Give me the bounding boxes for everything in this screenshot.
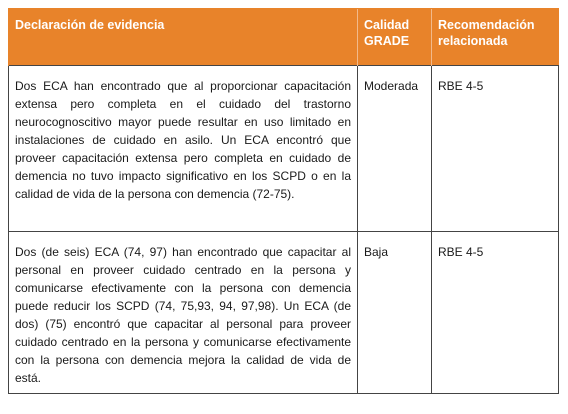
- grade-quality: Moderada: [358, 66, 432, 232]
- table-row: [9, 232, 559, 394]
- grade-quality: Baja: [358, 232, 432, 394]
- evidence-statement: Dos ECA han encontrado que al proporcionar capacitación extensa pero completa en el cuidado del trastorno neurocognoscitivo mayor puede resultar en uso limitado en instalaciones de cuidado en asilo. Un ECA encontró que proveer capacitación extensa pero completa en cuidado de demencia no tuvo impacto significativo en los SCPD o en la calidad de vida de la persona con demencia (72-75).: [9, 66, 358, 232]
- evidence-statement: Dos (de seis) ECA (74, 97) han encontrado que capacitar al personal en proveer cuidado centrado en la persona y comunicarse efectivamente con la persona con demencia puede reducir los SCPD (74, 75,93, 94, 97,98). Un ECA (de dos) (75) encontró que capacitar al personal para proveer cuidado centrado en la persona y comunicarse efectivamente con la persona con demencia mejora la calidad de vida de está.: [9, 232, 358, 394]
- table-header-row: [9, 9, 559, 66]
- header-statement: Declaración de evidencia: [9, 9, 358, 66]
- related-recommendation: RBE 4-5: [432, 232, 559, 394]
- header-recommendation: Recomendación relacionada: [432, 9, 559, 66]
- related-recommendation: RBE 4-5: [432, 66, 559, 232]
- header-grade: Calidad GRADE: [358, 9, 432, 66]
- evidence-table: [8, 8, 559, 394]
- table-row: [9, 66, 559, 232]
